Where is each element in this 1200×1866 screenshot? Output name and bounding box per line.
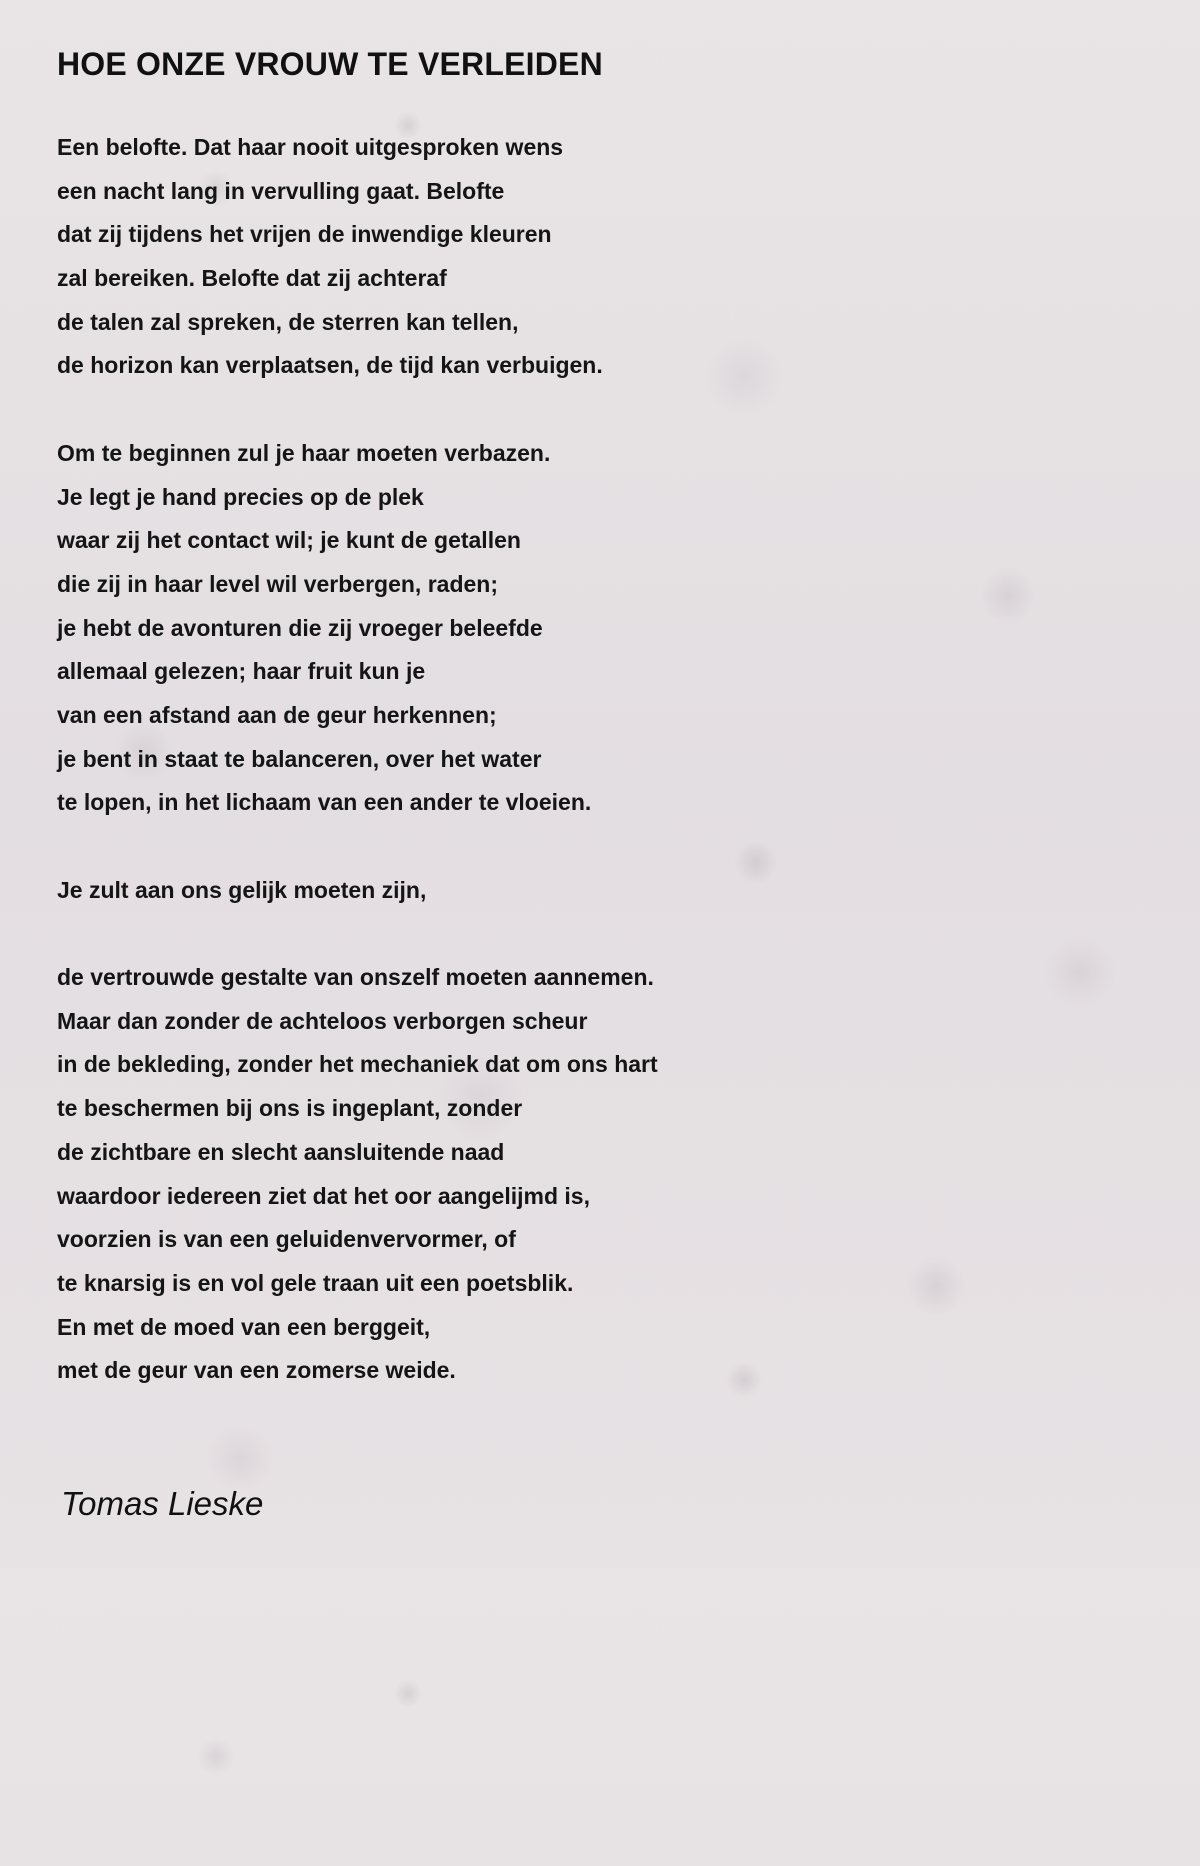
poem-line: zal bereiken. Belofte dat zij achteraf	[57, 265, 447, 292]
stanza-1	[57, 126, 957, 388]
poem-line: Je legt je hand precies op de plek	[57, 483, 424, 510]
poem-line: voorzien is van een geluidenvervormer, of	[57, 1226, 516, 1253]
poem-line: de talen zal spreken, de sterren kan tellen,	[57, 308, 519, 335]
poem-line: Een belofte. Dat haar nooit uitgesproken wens	[57, 134, 564, 160]
poem-line: te knarsig is en vol gele traan uit een poetsblik.	[57, 1269, 574, 1296]
poem-line: Om te beginnen zul je haar moeten verbazen.	[57, 439, 551, 466]
poem-line: te lopen, in het lichaam van een ander te vloeien.	[57, 789, 592, 816]
poem-body	[57, 126, 957, 1437]
poem-line: de horizon kan verplaatsen, de tijd kan verbuigen.	[57, 352, 603, 379]
poem-line: je bent in staat te balanceren, over het water	[57, 745, 542, 772]
stanza-2	[57, 432, 957, 825]
poem-line: dat zij tijdens het vrijen de inwendige kleuren	[57, 221, 552, 248]
poem-line: Je zult aan ons gelijk moeten zijn,	[57, 876, 427, 903]
poem-line: allemaal gelezen; haar fruit kun je	[57, 658, 426, 685]
poem-line: die zij in haar level wil verbergen, raden;	[57, 570, 498, 597]
poem-author: Tomas Lieske	[61, 1485, 264, 1522]
poem-line: Maar dan zonder de achteloos verborgen scheur	[57, 1007, 588, 1034]
poem-line: in de bekleding, zonder het mechaniek dat om ons hart	[57, 1051, 658, 1078]
poem-title: HOE ONZE VROUW TE VERLEIDEN	[57, 46, 603, 82]
stanza-4	[57, 956, 957, 1393]
poem-line: je hebt de avonturen die zij vroeger beleefde	[57, 614, 543, 641]
poem-line: met de geur van een zomerse weide.	[57, 1357, 456, 1384]
poem-line: En met de moed van een berggeit,	[57, 1313, 431, 1340]
poem-line: de vertrouwde gestalte van onszelf moeten aannemen.	[57, 964, 654, 991]
poem-line: de zichtbare en slecht aansluitende naad	[57, 1138, 505, 1165]
poem-line: waardoor iedereen ziet dat het oor aangelijmd is,	[57, 1182, 590, 1209]
poem-line: van een afstand aan de geur herkennen;	[57, 701, 497, 728]
poem-line: een nacht lang in vervulling gaat. Belofte	[57, 177, 505, 204]
poem-line: te beschermen bij ons is ingeplant, zonder	[57, 1095, 523, 1122]
poem-line: waar zij het contact wil; je kunt de getallen	[57, 527, 521, 554]
stanza-3	[57, 869, 957, 913]
